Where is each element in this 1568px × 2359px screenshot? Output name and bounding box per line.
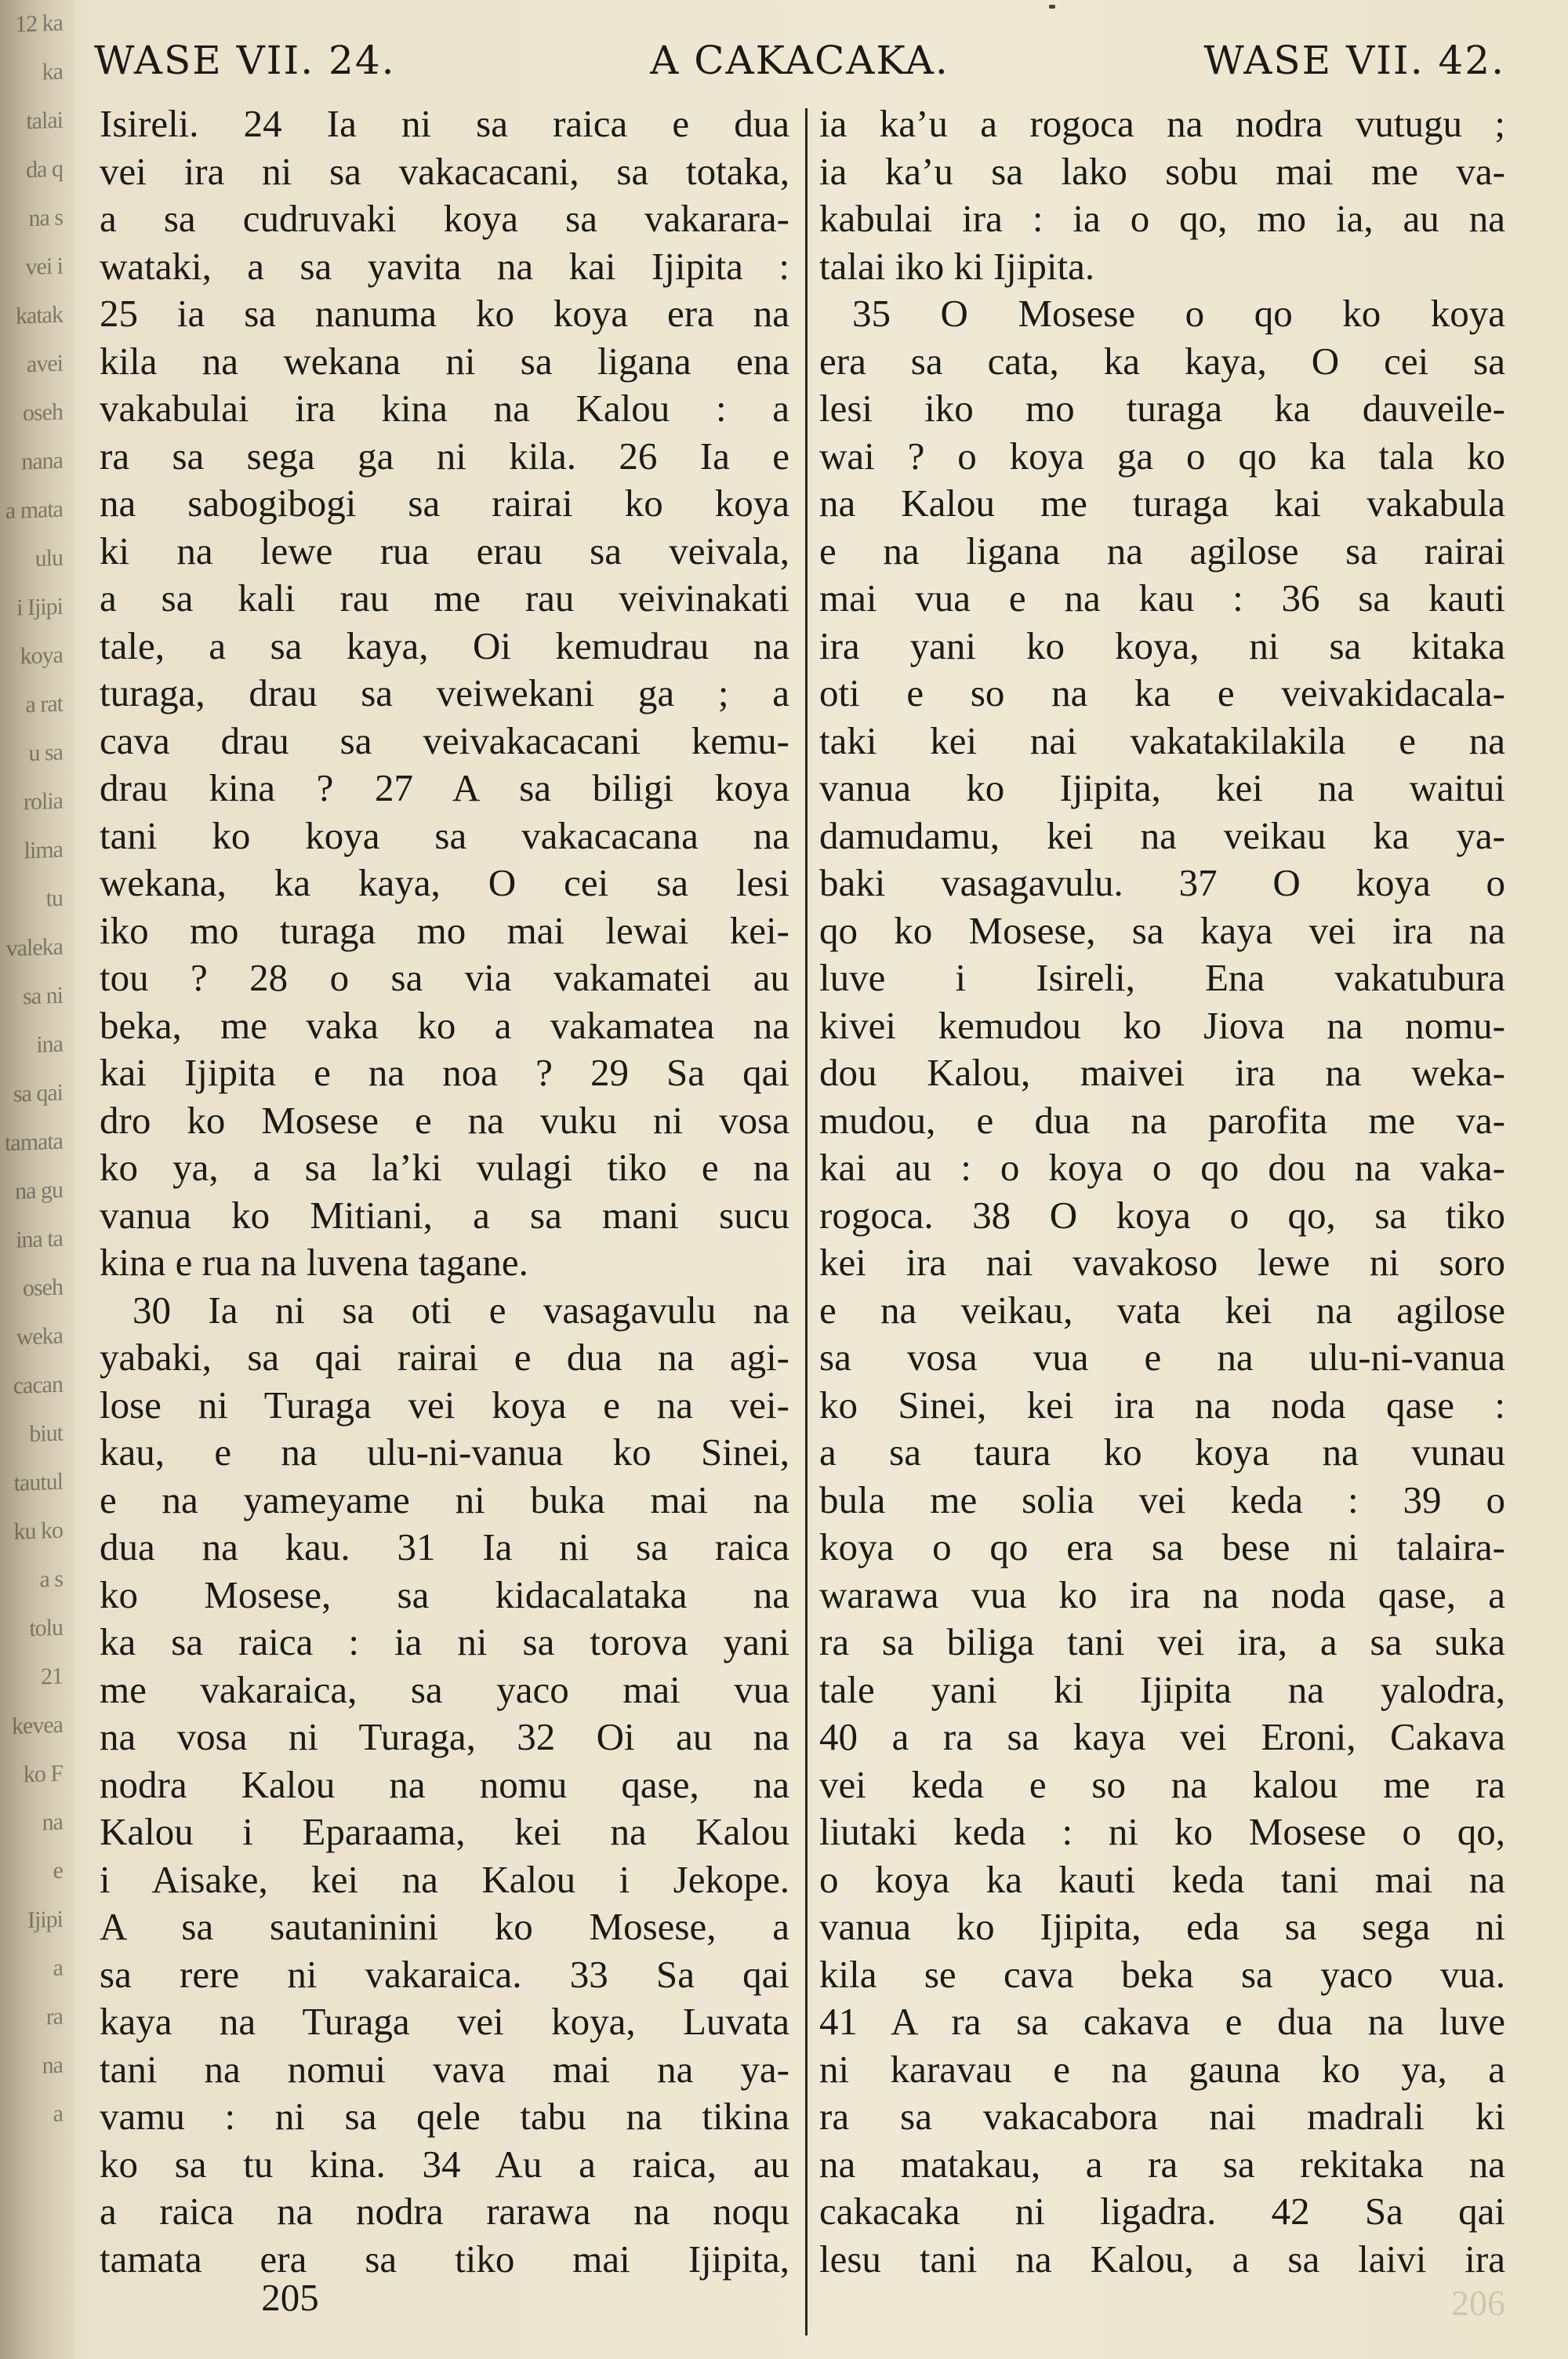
adjacent-page-fragment: talai xyxy=(26,107,63,135)
adjacent-page-fragment: Ijipi xyxy=(27,1906,63,1934)
text-line: kila na wekana ni sa ligana ena xyxy=(100,339,789,383)
adjacent-page-fragment: ulu xyxy=(34,544,63,572)
text-line: A sa sautaninini ko Mosese, a xyxy=(100,1905,789,1948)
text-line: a raica na nodra rarawa na noqu xyxy=(100,2190,789,2233)
text-line: sa rere ni vakaraica. 33 Sa qai xyxy=(100,1952,789,1996)
text-line: e na veikau, vata kei na agilose xyxy=(819,1288,1505,1332)
text-line: mai vua e na kau : 36 sa kauti xyxy=(819,576,1505,620)
text-line: oti e so na ka e veivakidacala- xyxy=(819,671,1505,714)
adjacent-page-fragment: da q xyxy=(26,155,63,184)
text-line: ia ka’u a rogoca na nodra vutugu ; xyxy=(819,102,1505,145)
text-line: dro ko Mosese e na vuku ni vosa xyxy=(100,1098,789,1142)
text-line: dua na kau. 31 Ia ni sa raica xyxy=(100,1525,789,1568)
adjacent-page-fragment: ina ta xyxy=(16,1225,63,1253)
adjacent-page-fragment: weka xyxy=(16,1322,63,1350)
adjacent-page-fragment: kevea xyxy=(12,1711,63,1739)
text-line: vei keda e so na kalou me ra xyxy=(819,1762,1505,1806)
text-line: ki na lewe rua erau sa veivala, xyxy=(100,529,789,572)
text-line: Kalou i Eparaama, kei na Kalou xyxy=(100,1810,789,1853)
text-line: ia ka’u sa lako sobu mai me va- xyxy=(819,149,1505,193)
text-line: beka, me vaka ko a vakamatea na xyxy=(100,1003,789,1047)
text-line: kau, e na ulu-ni-vanua ko Sinei, xyxy=(100,1430,789,1474)
text-line: na Kalou me turaga kai vakabula xyxy=(819,482,1505,525)
text-line: ka sa raica : ia ni sa torova yani xyxy=(100,1620,789,1663)
text-line: ko Sinei, kei ira na noda qase : xyxy=(819,1383,1505,1427)
show-through-page-number: 206 xyxy=(1451,2283,1505,2323)
text-line: ko Mosese, sa kidacalataka na xyxy=(100,1572,789,1616)
adjacent-page-fragment: a mata xyxy=(5,496,63,525)
text-line: tale yani ki Ijipita na yalodra, xyxy=(819,1667,1505,1711)
text-line: qo ko Mosese, sa kaya vei ira na xyxy=(819,908,1505,952)
text-line: vanua ko Ijipita, kei na waitui xyxy=(819,766,1505,809)
adjacent-page-fragment: koya xyxy=(20,642,63,670)
print-speck xyxy=(1049,5,1055,9)
text-line: a sa cudruvaki koya sa vakarara- xyxy=(100,197,789,240)
text-line: tani na nomui vava mai na ya- xyxy=(100,2047,789,2091)
text-line: wai ? o koya ga o qo ka tala ko xyxy=(819,434,1505,478)
text-line: na matakau, a ra sa rekitaka na xyxy=(819,2142,1505,2186)
text-line: vanua ko Ijipita, eda sa sega ni xyxy=(819,1905,1505,1948)
text-line: talai iko ki Ijipita. xyxy=(819,244,1095,288)
text-line: nodra Kalou na nomu qase, na xyxy=(100,1762,789,1806)
text-line: 30 Ia ni sa oti e vasagavulu na xyxy=(132,1288,789,1332)
adjacent-page-fragment: avei xyxy=(27,350,63,378)
text-line: kabulai ira : ia o qo, mo ia, au na xyxy=(819,197,1505,240)
text-line: 25 ia sa nanuma ko koya era na xyxy=(100,292,789,335)
text-line: ra sa vakacabora nai madrali ki xyxy=(819,2095,1505,2138)
adjacent-page-fragment: a s xyxy=(39,1565,63,1593)
text-line: iko mo turaga mo mai lewai kei- xyxy=(100,908,789,952)
adjacent-page-fragment: rolia xyxy=(24,787,63,816)
text-line: na vosa ni Turaga, 32 Oi au na xyxy=(100,1715,789,1758)
adjacent-page-fragment: cacan xyxy=(13,1371,63,1399)
text-line: luve i Isireli, Ena vakatubura xyxy=(819,956,1505,999)
adjacent-page-fragment: lima xyxy=(24,836,63,864)
text-line: tale, a sa kaya, Oi kemudrau na xyxy=(100,623,789,667)
text-line: vamu : ni sa qele tabu na tikina xyxy=(100,2095,789,2138)
adjacent-page-fragment: tolu xyxy=(29,1614,63,1642)
text-line: kaya na Turaga vei koya, Luvata xyxy=(100,2000,789,2043)
adjacent-page-fragment: na xyxy=(42,1808,63,1836)
text-line: ra sa biliga tani vei ira, a sa suka xyxy=(819,1620,1505,1663)
adjacent-page-fragment: a xyxy=(53,1954,63,1982)
text-line: vanua ko Mitiani, a sa mani sucu xyxy=(100,1193,789,1237)
text-line: kai Ijipita e na noa ? 29 Sa qai xyxy=(100,1051,789,1094)
adjacent-page-fragment: tu xyxy=(45,885,63,912)
text-line: lesu tani na Kalou, a sa laivi ira xyxy=(819,2237,1505,2281)
text-line: bula me solia vei keda : 39 o xyxy=(819,1478,1505,1521)
text-line: kina e rua na luvena tagane. xyxy=(100,1241,528,1284)
adjacent-page-fragment: oseh xyxy=(23,398,63,427)
text-line: 35 O Mosese o qo ko koya xyxy=(852,292,1505,335)
running-header xyxy=(94,33,1505,88)
text-line: na sabogibogi sa rairai ko koya xyxy=(100,482,789,525)
text-line: ko ya, a sa la’ki vulagi tiko e na xyxy=(100,1146,789,1189)
text-line: tamata era sa tiko mai Ijipita, xyxy=(100,2237,789,2281)
text-line: kila se cava beka sa yaco vua. xyxy=(819,1952,1505,1996)
text-line: mudou, e dua na parofita me va- xyxy=(819,1098,1505,1142)
text-line: Isireli. 24 Ia ni sa raica e dua xyxy=(100,102,789,145)
adjacent-page-fragment: i Ijipi xyxy=(16,593,63,621)
text-line: era sa cata, ka kaya, O cei sa xyxy=(819,339,1505,383)
text-line: e na ligana na agilose sa rairai xyxy=(819,529,1505,572)
text-line: cava drau sa veivakacacani kemu- xyxy=(100,718,789,762)
adjacent-page-fragment: na s xyxy=(28,204,63,232)
text-line: cakacaka ni ligadra. 42 Sa qai xyxy=(819,2190,1505,2233)
text-line: vakabulai ira kina na Kalou : a xyxy=(100,387,789,430)
text-line: ra sa sega ga ni kila. 26 Ia e xyxy=(100,434,789,478)
adjacent-page-fragment: sa ni xyxy=(23,982,63,1010)
adjacent-page-fragment: tamata xyxy=(5,1128,63,1157)
header-left: WASE VII. 24. xyxy=(94,38,396,83)
right-column xyxy=(819,100,1505,2283)
adjacent-page-fragment: tautul xyxy=(13,1468,63,1496)
text-line: 41 A ra sa cakava e dua na luve xyxy=(819,2000,1505,2043)
text-line: tou ? 28 o sa via vakamatei au xyxy=(100,956,789,999)
adjacent-page-fragment: na xyxy=(42,2052,63,2079)
header-title: A CAKACAKA. xyxy=(650,38,949,83)
text-line: tani ko koya sa vakacacana na xyxy=(100,813,789,857)
text-line: ni karavau e na gauna ko ya, a xyxy=(819,2047,1505,2091)
adjacent-page-fragment: na gu xyxy=(15,1176,63,1205)
text-line: vei ira ni sa vakacacani, sa totaka, xyxy=(100,149,789,193)
adjacent-page-edge xyxy=(0,0,74,2359)
text-line: baki vasagavulu. 37 O koya o xyxy=(819,861,1505,904)
text-line: damudamu, kei na veikau ka ya- xyxy=(819,813,1505,857)
adjacent-page-fragment: a rat xyxy=(25,690,63,718)
text-line: yabaki, sa qai rairai e dua na agi- xyxy=(100,1336,789,1379)
adjacent-page-fragment: u sa xyxy=(28,739,63,767)
adjacent-page-fragment: e xyxy=(53,1857,63,1885)
text-line: e na yameyame ni buka mai na xyxy=(100,1478,789,1521)
page-number: 205 xyxy=(261,2276,319,2319)
column-divider xyxy=(805,108,808,2335)
text-line: liutaki keda : ni ko Mosese o qo, xyxy=(819,1810,1505,1853)
text-line: warawa vua ko ira na noda qase, a xyxy=(819,1572,1505,1616)
text-line: sa vosa vua e na ulu-ni-vanua xyxy=(819,1336,1505,1379)
text-line: ira yani ko koya, ni sa kitaka xyxy=(819,623,1505,667)
adjacent-page-fragment: 21 xyxy=(41,1663,63,1690)
text-line: wekana, ka kaya, O cei sa lesi xyxy=(100,861,789,904)
text-line: me vakaraica, sa yaco mai vua xyxy=(100,1667,789,1711)
text-line: drau kina ? 27 A sa biligi koya xyxy=(100,766,789,809)
text-line: kei ira nai vavakoso lewe ni soro xyxy=(819,1241,1505,1284)
adjacent-page-fragment: ko F xyxy=(23,1760,63,1788)
text-line: o koya ka kauti keda tani mai na xyxy=(819,1857,1505,1901)
adjacent-page-fragment: ka xyxy=(42,58,63,85)
text-line: lesi iko mo turaga ka dauveile- xyxy=(819,387,1505,430)
adjacent-page-fragment: katak xyxy=(16,301,63,329)
adjacent-page-fragment: a xyxy=(53,2100,63,2128)
text-line: ko sa tu kina. 34 Au a raica, au xyxy=(100,2142,789,2186)
text-line: a sa taura ko koya na vunau xyxy=(819,1430,1505,1474)
text-line: dou Kalou, maivei ira na weka- xyxy=(819,1051,1505,1094)
text-line: koya o qo era sa bese ni talaira- xyxy=(819,1525,1505,1568)
adjacent-page-fragment: oseh xyxy=(23,1274,63,1302)
adjacent-page-fragment: sa qai xyxy=(13,1079,63,1107)
adjacent-page-fragment: ina xyxy=(36,1030,63,1058)
left-column xyxy=(100,100,789,2283)
header-right: WASE VII. 42. xyxy=(1203,38,1505,83)
text-line: turaga, drau sa veiwekani ga ; a xyxy=(100,671,789,714)
text-line: wataki, a sa yavita na kai Ijipita : xyxy=(100,244,789,288)
text-line: 40 a ra sa kaya vei Eroni, Cakava xyxy=(819,1715,1505,1758)
adjacent-page-fragment: ku ko xyxy=(13,1517,63,1545)
text-line: lose ni Turaga vei koya e na vei- xyxy=(100,1383,789,1427)
adjacent-page-fragment: valeka xyxy=(5,933,63,962)
text-line: kivei kemudou ko Jiova na nomu- xyxy=(819,1003,1505,1047)
text-line: taki kei nai vakatakilakila e na xyxy=(819,718,1505,762)
adjacent-page-fragment: 12 ka xyxy=(15,9,63,38)
text-line: a sa kali rau me rau veivinakati xyxy=(100,576,789,620)
adjacent-page-fragment: biut xyxy=(29,1419,63,1448)
text-line: kai au : o koya o qo dou na vaka- xyxy=(819,1146,1505,1189)
text-line: i Aisake, kei na Kalou i Jekope. xyxy=(100,1857,789,1901)
text-line: rogoca. 38 O koya o qo, sa tiko xyxy=(819,1193,1505,1237)
adjacent-page-fragment: nana xyxy=(21,447,63,475)
adjacent-page-fragment: vei i xyxy=(25,253,63,281)
adjacent-page-fragment: ra xyxy=(45,2003,63,2030)
